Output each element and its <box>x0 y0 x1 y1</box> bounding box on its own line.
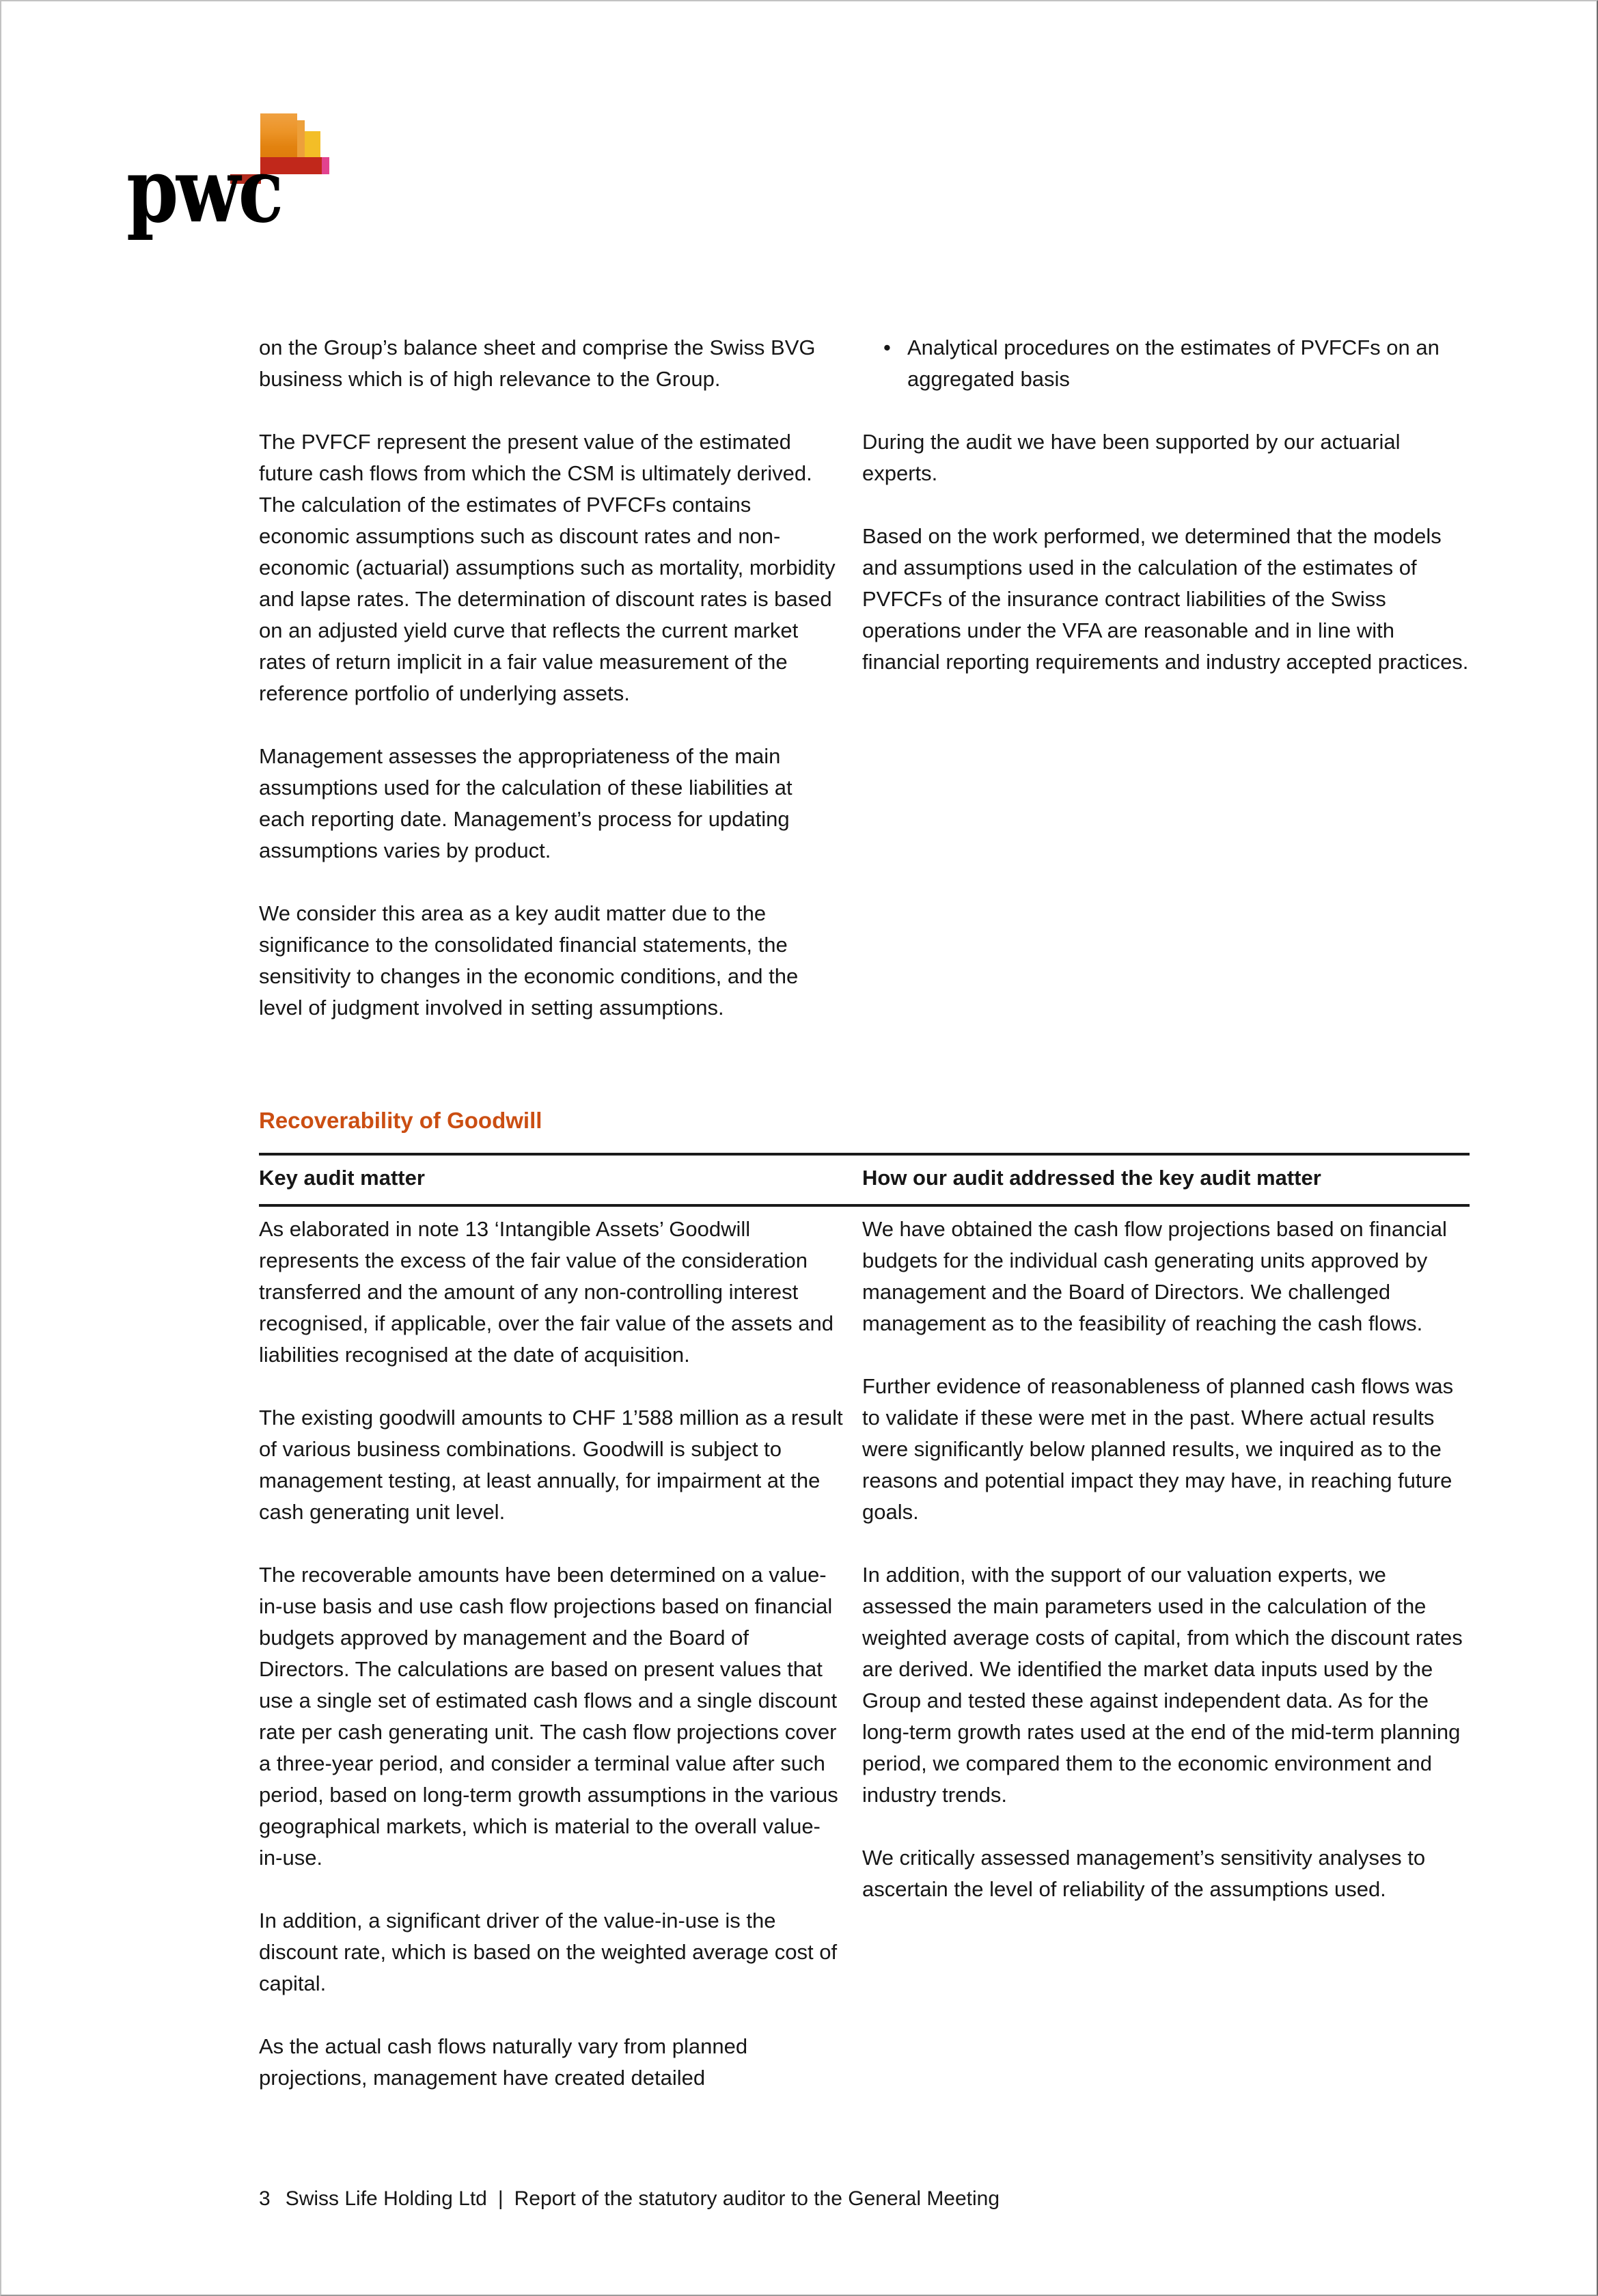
paragraph: The PVFCF represent the present value of the estimated future cash flows from which the CSM is ultimately derived. The calculation of the estimates of PVFCFs contains economic assumptions such as discount rates and non-economic (actuarial) assumptions such as mortality, morbidity and lapse rates. The determination of discount rates is based on an adjusted yield curve that reflects the current market rates of return implicit in a fair value measurement of the reference portfolio of underlying assets. <box>259 430 836 705</box>
paragraph: In addition, a significant driver of the value-in-use is the discount rate, which is based on the weighted average cost of capital. <box>259 1909 838 1995</box>
table-header-row <box>259 1156 1470 1204</box>
footer-company: Swiss Life Holding Ltd <box>285 2187 487 2210</box>
paragraph: As the actual cash flows naturally vary from planned projections, management have created detailed <box>259 2034 748 2090</box>
intro-right-paragraphs <box>862 426 1470 678</box>
paragraph: The existing goodwill amounts to CHF 1’588 million as a result of various business combinations. Goodwill is subject to management testing, at least annually, for impairment at the cash generating unit level. <box>259 1406 843 1524</box>
paragraph: Based on the work performed, we determined that the models and assumptions used in the calculation of the estimates of PVFCFs of the insurance contract liabilities of the Swiss operations under the VFA are reasonable and in line with financial reporting requirements and industry accepted practices. <box>862 524 1469 674</box>
footer-separator: | <box>497 2187 504 2210</box>
footer-title: Report of the statutory auditor to the General Meeting <box>514 2187 1000 2210</box>
table-header-right: How our audit addressed the key audit matter <box>862 1166 1321 1190</box>
paragraph: The recoverable amounts have been determined on a value-in-use basis and use cash flow projections based on financial budgets approved by management and the Board of Directors. The calculations are based on present values that use a single set of estimated cash flows and a single discount rate per cash generating unit. The cash flow projections cover a three-year period, and consider a terminal value after such period, based on long-term growth assumptions in the various geographical markets, which is material to the overall value-in-use. <box>259 1563 838 1870</box>
intro-left-column <box>259 332 844 1055</box>
page-number: 3 <box>259 2187 271 2210</box>
pwc-wordmark: pwc <box>126 138 281 243</box>
paragraph: We critically assessed management’s sensitivity analyses to ascertain the level of reliability of the assumptions used. <box>862 1846 1426 1901</box>
paragraph: As elaborated in note 13 ‘Intangible Assets’ Goodwill represents the excess of the fair value of the consideration transferred and the amount of any non-controlling interest recognised, if applicable, over the fair value of the assets and liabilities recognised at the date of acquisition. <box>259 1217 834 1367</box>
page-footer <box>259 2185 1000 2213</box>
paragraph: on the Group’s balance sheet and comprise the Swiss BVG business which is of high relevance to the Group. <box>259 336 816 391</box>
paragraph: Further evidence of reasonableness of planned cash flows was to validate if these were met in the past. Where actual results were significantly below planned results, we inquired as to the reasons and potential impact they may have, in reaching future goals. <box>862 1374 1454 1524</box>
paragraph: We consider this area as a key audit matter due to the significance to the consolidated financial statements, the sensitivity to changes in the economic conditions, and the level of judgment involved in setting assumptions. <box>259 901 799 1020</box>
table-cell-left <box>259 1214 844 2125</box>
table-cell-right <box>862 1214 1470 2125</box>
paragraph: During the audit we have been supported by our actuarial experts. <box>862 430 1401 485</box>
section-heading: Recoverability of Goodwill <box>259 1108 542 1133</box>
paragraph: In addition, with the support of our valuation experts, we assessed the main parameters used in the calculation of the weighted average costs of capital, from which the discount rates are derived. We identified the market data inputs used by the Group and tested these against independent data. As for the long-term growth rates used at the end of the mid-term planning period, we compared them to the economic environment and industry trends. <box>862 1563 1463 1807</box>
paragraph: Management assesses the appropriateness of the main assumptions used for the calculation of these liabilities at each reporting date. Management’s process for updating assumptions varies by product. <box>259 744 793 862</box>
bullet-list <box>862 332 1470 395</box>
bullet-item: • Analytical procedures on the estimates of PVFCFs on an aggregated basis <box>862 332 1440 395</box>
table-body-row <box>259 1207 1470 2125</box>
paragraph: We have obtained the cash flow projections based on financial budgets for the individual cash generating units approved by management and the Board of Directors. We challenged management as to the feasibility of reaching the cash flows. <box>862 1217 1447 1335</box>
table-header-left: Key audit matter <box>259 1166 425 1190</box>
key-audit-matter-table <box>259 1153 1470 2125</box>
intro-section <box>259 332 1470 1055</box>
intro-right-column <box>862 332 1470 1055</box>
logo-block-pink <box>322 157 329 174</box>
